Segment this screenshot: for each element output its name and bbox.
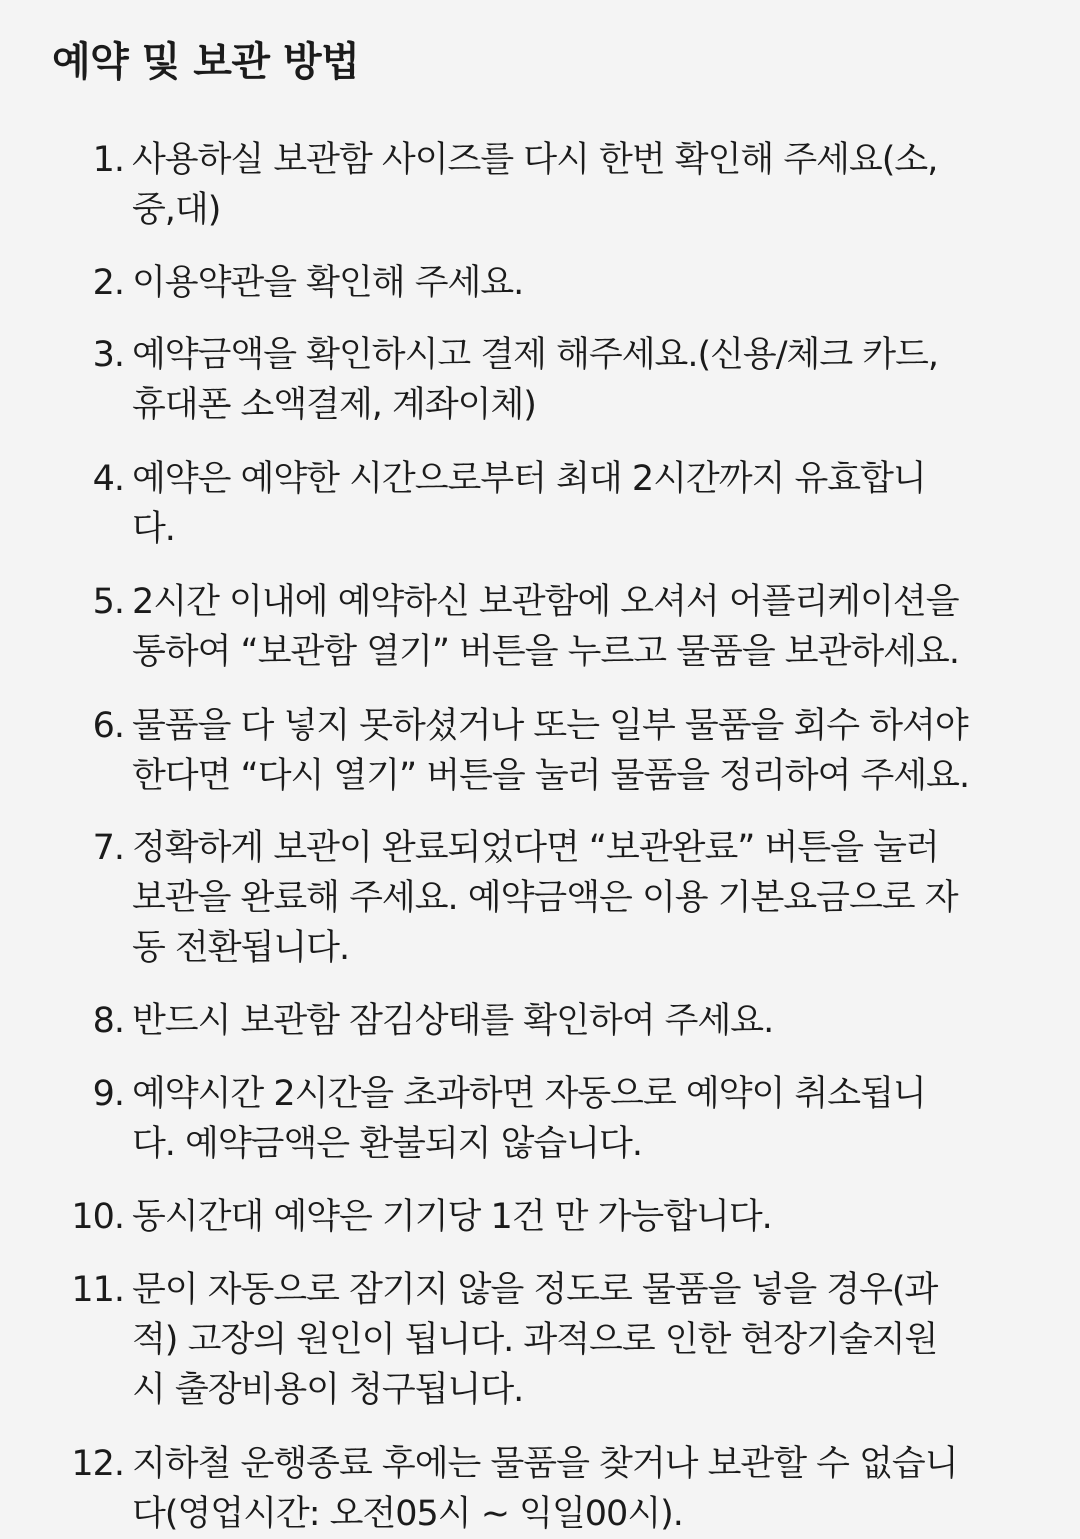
list-item	[0, 258, 1080, 308]
step-number: 7.	[92, 828, 124, 868]
step-line: 통하여 “보관함 열기” 버튼을 누르고 물품을 보관하세요.	[132, 632, 959, 672]
step-number: 6.	[92, 706, 124, 746]
step-line: 이용약관을 확인해 주세요.	[132, 263, 524, 303]
steps-list	[0, 135, 1080, 1539]
step-line: 다(영업시간: 오전05시 ~ 익일00시).	[132, 1494, 683, 1534]
step-line: 다. 예약금액은 환불되지 않습니다.	[132, 1124, 642, 1164]
step-number: 8.	[92, 1001, 124, 1041]
list-item	[0, 577, 1080, 677]
list-item	[0, 1192, 1080, 1242]
step-line: 예약은 예약한 시간으로부터 최대 2시간까지 유효합니	[132, 459, 926, 499]
step-line: 물품을 다 넣지 못하셨거나 또는 일부 물품을 회수 하셔야	[132, 706, 968, 746]
step-number: 1.	[92, 140, 124, 180]
step-line: 지하철 운행종료 후에는 물품을 찾거나 보관할 수 없습니	[132, 1444, 958, 1484]
step-line: 예약금액을 확인하시고 결제 해주세요.(신용/체크 카드,	[132, 335, 939, 375]
list-item	[0, 454, 1080, 554]
list-item	[0, 996, 1080, 1046]
step-number: 2.	[92, 263, 124, 303]
step-line: 사용하실 보관함 사이즈를 다시 한번 확인해 주세요(소,	[132, 140, 938, 180]
step-line: 적) 고장의 원인이 됩니다. 과적으로 인한 현장기술지원	[132, 1320, 938, 1360]
list-item	[0, 1265, 1080, 1415]
step-line: 중,대)	[132, 190, 221, 230]
step-line: 동 전환됩니다.	[132, 928, 350, 968]
list-item	[0, 1439, 1080, 1539]
step-line: 휴대폰 소액결제, 계좌이체)	[132, 385, 536, 425]
step-line: 정확하게 보관이 완료되었다면 “보관완료” 버튼을 눌러	[132, 828, 939, 868]
step-line: 예약시간 2시간을 초과하면 자동으로 예약이 취소됩니	[132, 1074, 926, 1114]
step-number: 12.	[71, 1444, 124, 1484]
step-line: 보관을 완료해 주세요. 예약금액은 이용 기본요금으로 자	[132, 878, 958, 918]
step-line: 2시간 이내에 예약하신 보관함에 오셔서 어플리케이션을	[132, 582, 959, 622]
list-item	[0, 823, 1080, 973]
step-line: 다.	[132, 509, 175, 549]
step-line: 시 출장비용이 청구됩니다.	[132, 1370, 524, 1410]
step-line: 한다면 “다시 열기” 버튼을 눌러 물품을 정리하여 주세요.	[132, 756, 970, 796]
step-line: 반드시 보관함 잠김상태를 확인하여 주세요.	[132, 1001, 774, 1041]
list-item	[0, 330, 1080, 430]
step-number: 4.	[92, 459, 124, 499]
list-item	[0, 135, 1080, 235]
step-line: 문이 자동으로 잠기지 않을 정도로 물품을 넣을 경우(과	[132, 1270, 938, 1310]
step-number: 10.	[71, 1197, 124, 1237]
step-number: 11.	[71, 1270, 124, 1310]
step-line: 동시간대 예약은 기기당 1건 만 가능합니다.	[132, 1197, 772, 1237]
list-item	[0, 701, 1080, 801]
page-title: 예약 및 보관 방법	[52, 39, 360, 85]
step-number: 3.	[92, 335, 124, 375]
step-number: 9.	[92, 1074, 124, 1114]
step-number: 5.	[92, 582, 124, 622]
list-item	[0, 1069, 1080, 1169]
